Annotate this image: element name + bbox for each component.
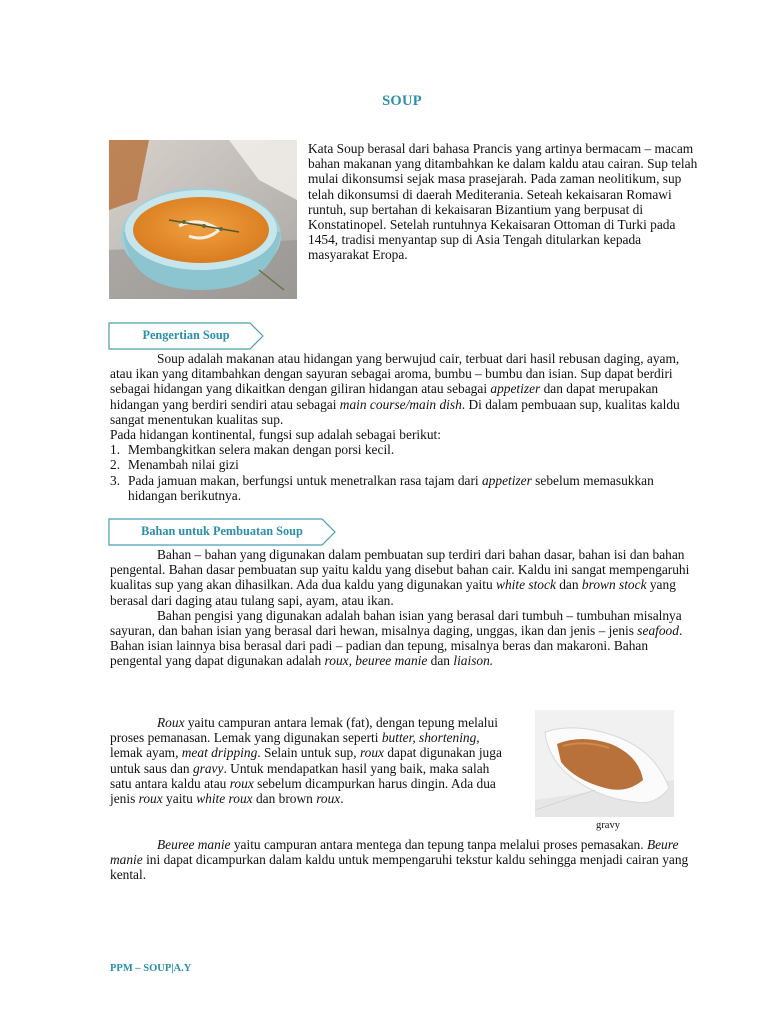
paragraph (110, 608, 700, 669)
list-item (110, 473, 700, 503)
italic-term: seafood (637, 623, 679, 639)
italic-term: roux (138, 791, 163, 807)
italic-term: appetizer (490, 381, 541, 397)
italic-term: appetizer (481, 472, 532, 488)
gravy-boat-image (535, 710, 674, 817)
text: Bahan pengisi yang digunakan adalah bahan isian yang berasal dari tumbuh – tumbuhan misalnya sayuran, dan bahan isian yang berasal dari hewan, misalnya daging, unggas, ikan dan jenis – jenis (110, 607, 682, 639)
italic-term: roux (316, 791, 341, 807)
text: yaitu (162, 791, 197, 807)
italic-term: main course/main dish (339, 396, 462, 412)
list-number: 2. (110, 457, 121, 473)
italic-term: roux (359, 745, 385, 761)
list-text: Membangkitkan selera makan dengan porsi kecil. (128, 442, 395, 458)
section-pengertian-body (110, 351, 700, 503)
text: yang berasal dari daging atau tulang sapi, ayam, atau ikan. (110, 577, 676, 608)
text: . Selain untuk sup, (257, 745, 360, 761)
italic-term: Beure manie (110, 837, 679, 868)
text: Bahan – bahan yang digunakan dalam pembuatan sup terdiri dari bahan dasar, bahan isi dan bahan pengental. Bahan dasar pembuatan sup yaitu kaldu yang disebut bahan cair. Kaldu ini sangat mempengaruhi kualitas sup yang akan dihasilkan. Ada dua kaldu yang digunakan yaitu (110, 547, 690, 593)
text: dapat digunakan juga untuk saus dan (110, 745, 502, 776)
paragraph (110, 837, 700, 883)
list-text: sebelum memasukkan hidangan berikutnya. (128, 472, 654, 503)
paragraph (110, 715, 510, 806)
list-text: Pada jamuan makan, berfungsi untuk menetralkan rasa tajam dari (128, 472, 482, 488)
list-item (110, 442, 700, 457)
section-heading-label: Bahan untuk Pembuatan Soup (141, 524, 303, 538)
gravy-caption: gravy (596, 820, 620, 831)
text: . Untuk mendapatkan hasil yang baik, maka salah satu antara kaldu atau (110, 760, 490, 791)
function-list (110, 442, 700, 503)
paragraph (110, 351, 700, 427)
italic-term: white stock (496, 577, 556, 593)
section-heading-pengertian (108, 322, 264, 350)
italic-term: brown stock (581, 577, 647, 593)
list-number: 3. (110, 472, 121, 488)
beuree-manie-paragraph (110, 837, 700, 883)
italic-term: white roux (196, 791, 253, 807)
italic-term: butter, shortening, (381, 730, 480, 746)
text: . Di dalam pembuaan sup, kualitas kaldu sangat menentukan kualitas sup. (110, 396, 680, 427)
italic-term: Beuree manie (157, 837, 231, 852)
text: sebelum dicampurkan harus dingin. Ada dua jenis (110, 775, 496, 807)
text: dan dapat merupakan hidangan yang berdiri sendiri atau sebagai (110, 381, 659, 412)
text: yaitu campuran antara lemak (fat), dengan tepung melalui proses pemanasan. Lemak yang digunakan seperti (110, 715, 498, 746)
italic-term: roux, beuree manie (324, 653, 428, 669)
intro-paragraph: Kata Soup berasal dari bahasa Prancis yang artinya bermacam – macam bahan makanan yang ditambahkan ke dalam kaldu atau cairan. Sup telah mulai dikonsumsi sejak masa prasejarah. Pada zaman neolitikum, sup telah dikonsumsi di daerah Mediterania. Seteah kekaisaran Romawi runtuh, sup bertahan di kekaisaran Bizantium yang berpusat di Konstatinopel. Setelah runtuhnya Kekaisaran Ottoman di Turki pada 1454, tradisi menyantap sup di Asia Tengah ditularkan kepada masyarakat Eropa. (308, 141, 698, 263)
text: ini dapat dicampurkan dalam kaldu untuk mempengaruhi tekstur kaldu sehingga menjadi cairan yang kental. (110, 852, 689, 883)
list-item (110, 457, 700, 472)
paragraph: Pada hidangan kontinental, fungsi sup adalah sebagai berikut: (110, 427, 441, 443)
text: . (340, 791, 344, 807)
text: lemak ayam, (110, 745, 182, 761)
text: . Bahan isian lainnya bisa berasal dari padi – padian dan tepung, misalnya beras dan makaroni. Bahan pengental yang dapat digunakan adalah (110, 623, 683, 669)
section-bahan-body (110, 547, 700, 669)
italic-term: liaison. (453, 653, 494, 669)
section-heading-label: Pengertian Soup (142, 328, 230, 342)
text: yaitu campuran antara mentega dan tepung tanpa melalui proses pemasakan. (230, 837, 647, 852)
text: dan brown (252, 791, 317, 807)
list-number: 1. (110, 442, 121, 458)
page-footer: PPM – SOUP|A.Y (110, 963, 192, 974)
italic-term: meat dripping (181, 745, 258, 761)
soup-bowl-image (109, 140, 297, 299)
roux-paragraph (110, 715, 510, 806)
text: Soup adalah makanan atau hidangan yang berwujud cair, terbuat dari hasil rebusan daging, ayam, atau ikan yang ditambahkan dengan sayuran sebagai aroma, bumbu – bumbu dan isian. Sup dapat berdiri sebagai hidangan yang dikaitkan dengan giliran hidangan atau sebagai (110, 351, 680, 397)
text: dan (427, 653, 454, 669)
list-text: Menambah nilai gizi (128, 457, 239, 473)
italic-term: gravy (192, 760, 224, 776)
text: dan (555, 577, 582, 593)
italic-term: Roux (157, 715, 185, 730)
paragraph (110, 547, 700, 608)
italic-term: roux (229, 775, 254, 791)
section-heading-bahan (108, 518, 336, 546)
page-title: SOUP (382, 93, 422, 109)
